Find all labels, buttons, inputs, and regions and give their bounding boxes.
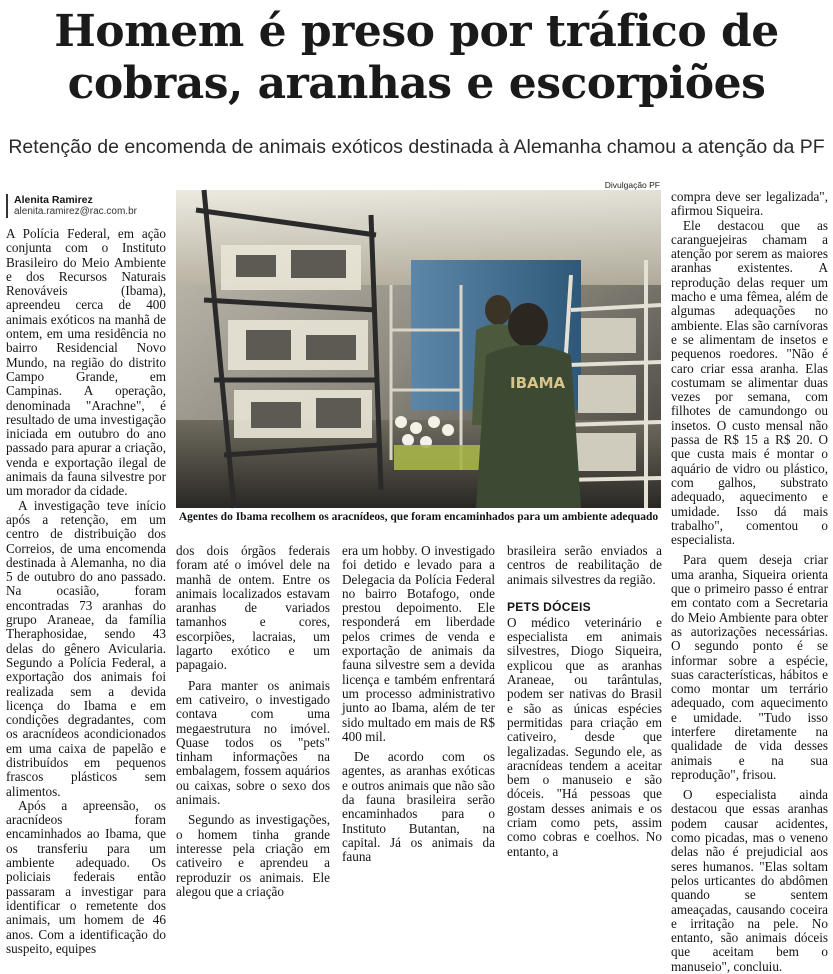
headline xyxy=(0,6,833,110)
photo-credit: Divulgação PF xyxy=(604,180,660,190)
headline-line-2: cobras, aranhas e escorpiões xyxy=(67,58,766,109)
paragraph: Segundo as investigações, o homem tinha grande interesse pela criação em cativeiro e aprendeu a reproduzir os animais. Ele alegou que a criação xyxy=(176,812,330,899)
paragraph: De acordo com os agentes, as aranhas exóticas e outros animais que não são da fauna brasileira serão encaminhados para o Instituto Butantan, na capital. Já os animais da fauna xyxy=(342,749,495,865)
paragraph: Ele destacou que as caranguejeiras chamam a atenção por serem as maiores aranhas existentes. A reprodução delas requer um macho e uma fêmea, além de algumas adequações no ambiente. Elas são carnívoras e se alimentam de insetos e pequenos roedores. "Não é caro criar essa aranha. Elas costumam se alimentar duas vezes por semana, com filhotes de camundongo ou insetos. O custo mensal não passa de R$ 15 a R$ 20. O que custa mais é montar o aquário de vidro ou plástico, com galhos, substrato adequado, aquecimento e umidade. Isso dá mais trabalho", comentou o especialista. xyxy=(671,217,828,548)
article-column-3 xyxy=(342,544,495,865)
byline-author: Alenita Ramirez xyxy=(14,194,93,206)
paragraph: dos dois órgãos federais foram até o imóvel dele na manhã de ontem. Entre os animais localizados estavam aranhas de variados tamanhos e cores, escorpiões, lacraias, um lagarto exótico e um papagaio. xyxy=(176,543,330,673)
paragraph: Para manter os animais em cativeiro, o investigado contava com uma megaestrutura no imóvel. Quase todos os "pets" tinham informações na embalagem, fossem aquários ou caixas, sobre o sexo dos animais. xyxy=(176,677,330,808)
article-column-4 xyxy=(507,544,662,859)
headline-line-1: Homem é preso por tráfico de xyxy=(54,6,779,57)
paragraph: O médico veterinário e especialista em animais silvestres, Diogo Siqueira, explicou que as aranhas Araneae, ou tarântulas, podem ser nativas do Brasil e são as únicas espécies permitidas para criação em cativeiro, desde que legalizadas. Segundo ele, as aracnídeas tendem a aceitar bem o manuseio e são dóceis. "Há pessoas que gostam desses animais e os criam como pets, assim como cobras e coelhos. No entanto, a xyxy=(507,614,662,859)
paragraph: era um hobby. O investigado foi detido e levado para a Delegacia da Polícia Federal no bairro Botafogo, onde prestou depoimento. Ele responderá em liberdade pelos crimes de venda e exportação de animais da fauna silvestre sem a devida licença e também enfrentará um processo administrativo junto ao Ibama, além de ter sido multado em mais de R$ 400 mil. xyxy=(342,543,495,744)
article-column-1 xyxy=(6,227,166,956)
article-column-5 xyxy=(671,190,828,974)
article-photo xyxy=(176,190,661,508)
byline-email: alenita.ramirez@rac.com.br xyxy=(14,206,137,217)
paragraph: brasileira serão enviados a centros de reabilitação de animais silvestres da região. xyxy=(507,543,662,587)
paragraph: compra deve ser legalizada", afirmou Siqueira. xyxy=(671,189,828,219)
article-deck: Retenção de encomenda de animais exóticos destinada à Alemanha chamou a atenção da PF xyxy=(8,136,825,158)
ibama-vest-text: IBAMA xyxy=(510,374,566,392)
photo-illustration xyxy=(176,190,661,508)
photo-caption: Agentes do Ibama recolhem os aracnídeos, que foram encaminhados para um ambiente adequado xyxy=(178,511,659,523)
paragraph: Para quem deseja criar uma aranha, Siqueira orienta que o primeiro passo é entrar em contato com a Secretaria do Meio Ambiente para obter as autorizações necessárias. O segundo ponto é se informar sobre a espécie, suas características, hábitos e como montar um terrário adequado, com aquecimento e umidade. "Tudo isso interfere diretamente na qualidade de vida desses animais e na sua reprodução", frisou. xyxy=(671,552,828,782)
paragraph: O especialista ainda destacou que essas aranhas podem causar acidentes, como picadas, mas o veneno delas não é prejudicial aos seres humanos. "Elas soltam pelos urticantes do abdômen quando se sentem ameaçadas, causando coceira e irritação na pele. No entanto, são animais dóceis que aceitam bem o manuseio", concluiu. xyxy=(671,787,828,974)
paragraph: Após a apreensão, os aracnídeos foram encaminhados ao Ibama, que os transferiu para um ambiente adequado. Os policiais federais então passaram a investigar para identificar o remetente dos animais, um homem de 46 anos. Com a identificação do suspeito, equipes xyxy=(6,797,166,956)
paragraph: A investigação teve início após a retenção, em um centro de distribuição dos Correios, de uma encomenda destinada à Alemanha, no dia 5 de outubro do ano passado. Na ocasião, foram encontradas 73 aranhas do grupo Araneae, da família Theraphosidae, sendo 43 delas do gênero Avicularia. Segundo a Polícia Federal, a exportação dos animais foi realizada sem a devida licença do Ibama e em condições degradantes, com os aracnídeos acondicionados em uma caixa de papelão e distribuídos em pequenos frascos plásticos sem alimentos. xyxy=(6,497,166,799)
section-subhead: PETS DÓCEIS xyxy=(507,599,591,614)
article-column-2 xyxy=(176,544,330,899)
byline xyxy=(6,194,137,218)
paragraph: A Polícia Federal, em ação conjunta com o Instituto Brasileiro do Meio Ambiente e dos Recursos Naturais Renováveis (Ibama), apreendeu cerca de 400 animais exóticos na manhã de ontem, em uma residência no bairro Residencial Novo Mundo, na região do distrito Campo Grande, em Campinas. A operação, denominada "Arachne", é resultado de uma investigação iniciada em outubro do ano passado para apurar a criação, venda e exportação ilegal de animais da fauna silvestre por um morador da cidade. xyxy=(6,226,166,499)
